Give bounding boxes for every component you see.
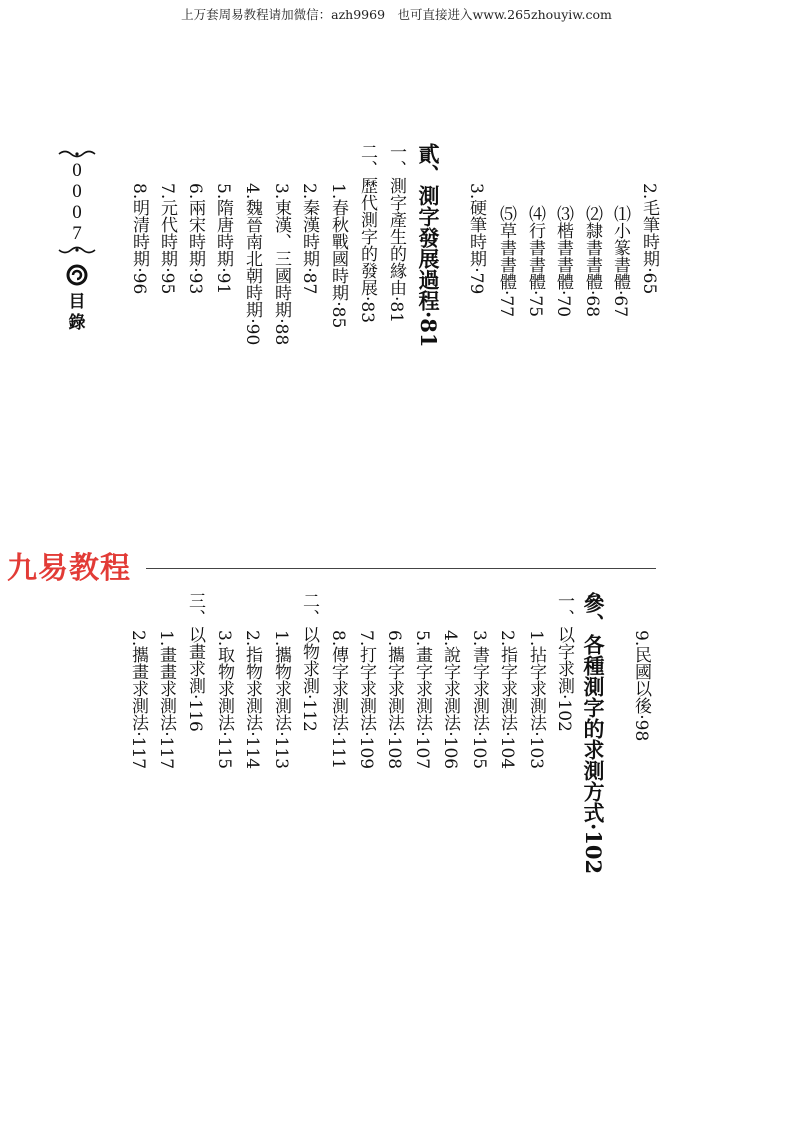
toc-entry: 1.春秋戰國時期·85	[328, 183, 348, 329]
toc-entry: 1.畫畫求測法·117	[156, 630, 176, 770]
toc-entry: 5.隋唐時期·91	[213, 183, 233, 295]
spiral-logo-icon	[66, 264, 88, 286]
toc-entry: 8.傳字求測法·111	[328, 630, 348, 770]
toc-entry: 3.書字求測法·105	[469, 630, 489, 770]
ornament-top-icon	[57, 148, 97, 160]
toc-entry: 6.兩宋時期·93	[185, 183, 205, 295]
toc-entry: 1.拈字求測法·103	[526, 630, 546, 770]
page-number-digit: 0	[72, 160, 82, 181]
toc-subsection: 一、測字產生的緣由·81	[386, 143, 406, 324]
toc-entry: 8.明清時期·96	[129, 183, 149, 295]
toc-subsection: 三、以畫求測·116	[185, 592, 205, 732]
toc-entry: 4.魏晉南北朝時期·90	[242, 183, 262, 346]
toc-entry: ⑷行書書體·75	[525, 205, 545, 318]
toc-entry: 2.毛筆時期·65	[639, 183, 659, 295]
toc-entry: 2.攜畫求測法·117	[128, 630, 148, 770]
page-header-watermark: 上万套周易教程请加微信：azh9969 也可直接进入www.265zhouyiw.com	[181, 7, 612, 22]
toc-entry: 4.說字求測法·106	[440, 630, 460, 770]
toc-entry: 3.硬筆時期·79	[466, 183, 486, 295]
page-number-digit: 7	[72, 223, 82, 244]
toc-entry: ⑸草書書體·77	[496, 205, 516, 318]
page-number-digit: 0	[72, 181, 82, 202]
toc-section-heading: 貳、測字發展過程·81	[416, 143, 441, 348]
toc-entry: ⑴小篆書體·67	[610, 205, 630, 318]
toc-entry: ⑵隸書書體·68	[582, 205, 602, 318]
toc-entry: 7.元代時期·95	[157, 183, 177, 295]
ornament-bottom-icon	[57, 244, 97, 256]
toc-entry: ⑶楷書書體·70	[553, 205, 573, 318]
toc-entry: 9.民國以後·98	[631, 630, 651, 742]
toc-entry: 3.取物求測法·115	[214, 630, 234, 770]
toc-entry: 2.指字求測法·104	[497, 630, 517, 770]
toc-entry: 6.攜字求測法·108	[384, 630, 404, 770]
page-number-digit: 0	[72, 202, 82, 223]
toc-subsection: 一、以字求測·102	[554, 592, 574, 732]
toc-subsection: 二、歷代測字的發展·83	[357, 143, 377, 324]
sidebar	[56, 148, 98, 334]
toc-section-heading: 參、各種測字的求測方式·102	[581, 592, 606, 875]
toc-entry: 2.秦漢時期·87	[299, 183, 319, 295]
toc-entry: 7.打字求測法·109	[356, 630, 376, 770]
toc-entry: 1.攜物求測法·113	[271, 630, 291, 770]
toc-subsection: 二、以物求測·112	[299, 592, 319, 732]
toc-entry: 3.東漢、三國時期·88	[271, 183, 291, 346]
section-title: 目錄	[68, 292, 86, 333]
brand-logo: 九易教程	[7, 551, 131, 586]
toc-entry: 5.畫字求測法·107	[412, 630, 432, 770]
divider-rule	[146, 568, 656, 569]
toc-entry: 2.指物求測法·114	[242, 630, 262, 770]
